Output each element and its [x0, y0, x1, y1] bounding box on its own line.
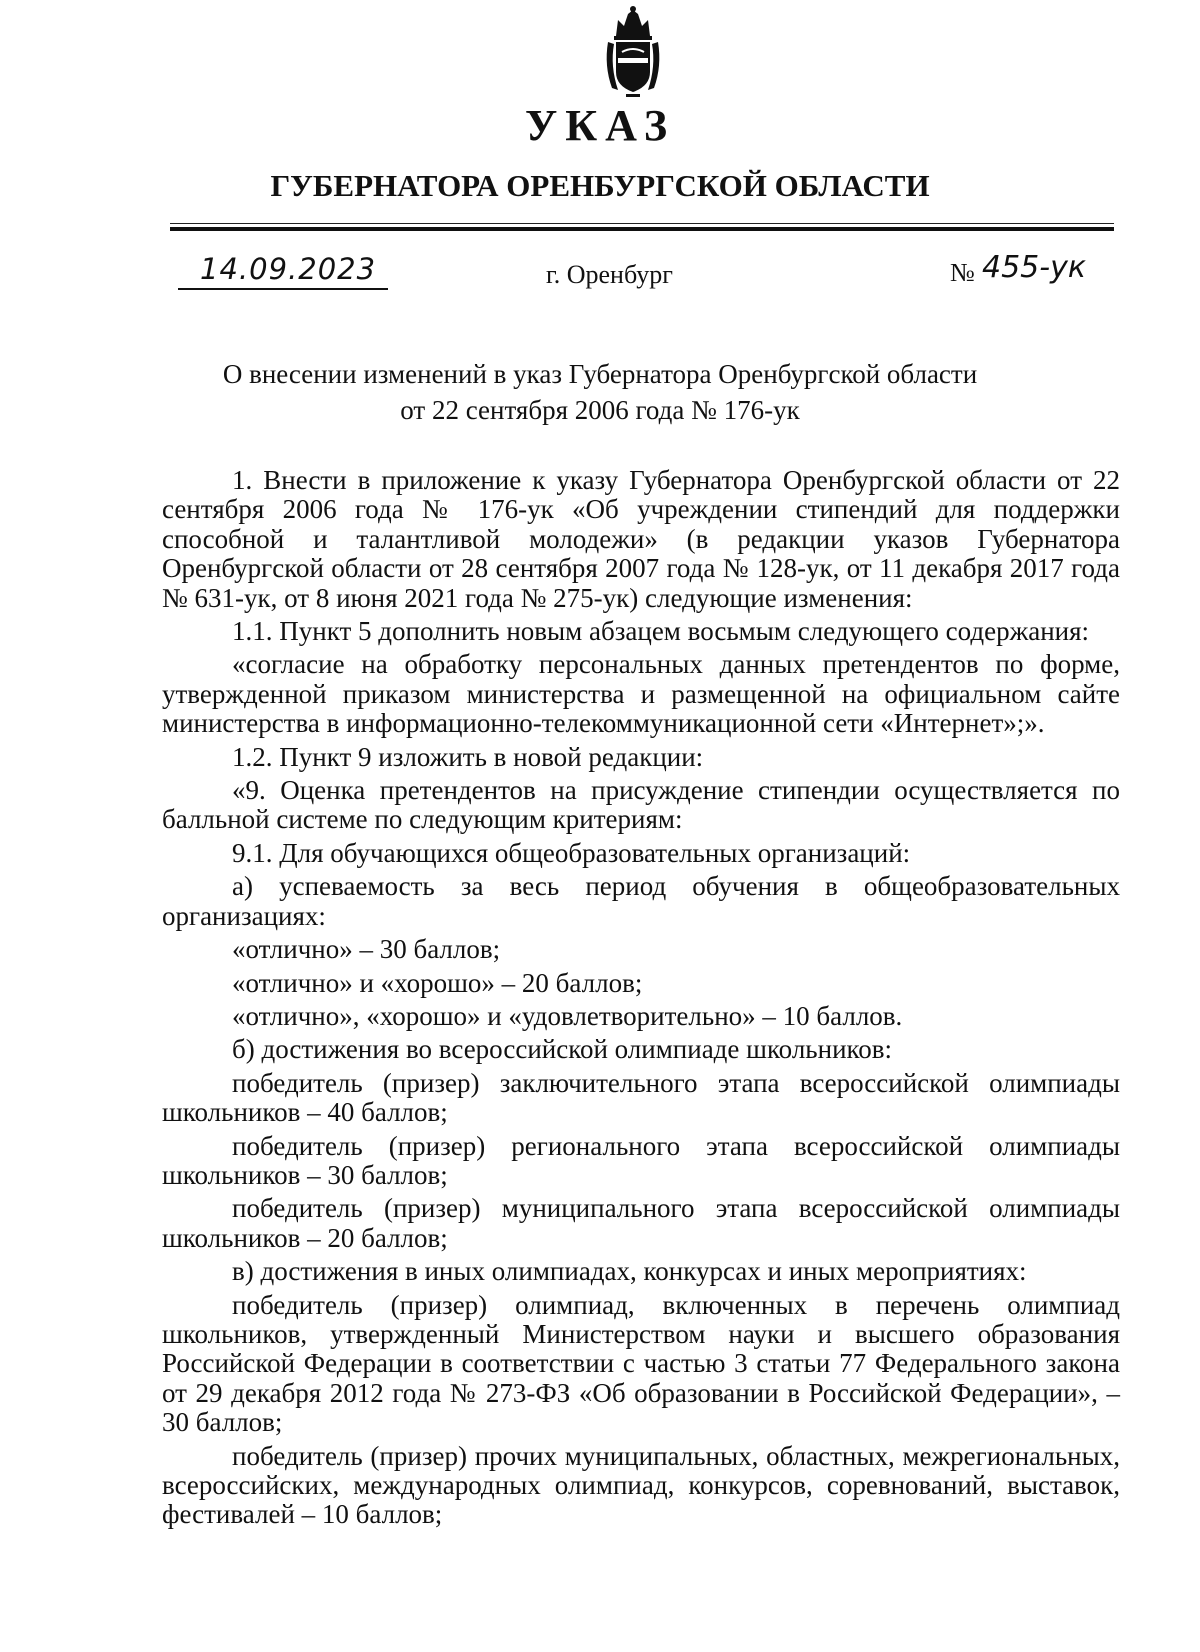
- header-divider-thin: [170, 223, 1114, 224]
- paragraph: 1. Внести в приложение к указу Губернатора Оренбургской области от 22 сентября 2006 года № 176-ук «Об учреждении стипендий для поддержки способной и талантливой молодежи» (в редакции указов Губернатора Оренбургской области от 28 сентября 2007 года № 128-ук, от 11 декабря 2017 года № 631-ук, от 8 июня 2021 года № 275-ук) следующие изменения:: [162, 465, 1120, 613]
- paragraph: «отлично» – 30 баллов;: [232, 934, 501, 965]
- paragraph: 1.2. Пункт 9 изложить в новой редакции:: [232, 741, 704, 772]
- paragraph: в) достижения в иных олимпиадах, конкурсах и иных мероприятиях:: [232, 1256, 1027, 1287]
- document-title: УКАЗ: [524, 101, 676, 150]
- document-city: г. Оренбург: [546, 260, 673, 289]
- paragraph: победитель (призер) прочих муниципальных, областных, межрегиональных, всероссийских, международных олимпиад, конкурсов, соревнований, выставок, фестивалей – 10 баллов;: [162, 1440, 1120, 1530]
- paragraph: победитель (призер) регионального этапа всероссийской олимпиады школьников – 30 баллов;: [162, 1130, 1120, 1190]
- paragraph: «отлично» и «хорошо» – 20 баллов;: [232, 967, 643, 998]
- document-date: 14.09.2023: [200, 252, 377, 286]
- paragraph: «9. Оценка претендентов на присуждение стипендии осуществляется по балльной системе по следующим критериям:: [162, 775, 1120, 835]
- document-number: 455-ук: [982, 250, 1086, 285]
- document-number-label: №: [950, 258, 975, 287]
- heading-line-2: от 22 сентября 2006 года № 176-ук: [400, 395, 800, 425]
- paragraph: победитель (призер) муниципального этапа всероссийской олимпиады школьников – 20 баллов;: [162, 1193, 1120, 1253]
- heading-line-1: О внесении изменений в указ Губернатора Оренбургской области: [222, 359, 978, 389]
- coat-of-arms-icon: [602, 6, 664, 98]
- paragraph: «отлично», «хорошо» и «удовлетворительно» – 10 баллов.: [232, 1000, 903, 1031]
- paragraph: «согласие на обработку персональных данных претендентов по форме, утвержденной приказом министерства и размещенной на официальном сайте министерства в информационно-телекоммуникационной сети «Интернет»;».: [162, 649, 1120, 739]
- paragraph: 1.1. Пункт 5 дополнить новым абзацем восьмым следующего содержания:: [232, 616, 1090, 647]
- header-divider-thick: [170, 227, 1114, 231]
- paragraph: победитель (призер) заключительного этапа всероссийской олимпиады школьников – 40 баллов;: [162, 1067, 1120, 1128]
- paragraph: 9.1. Для обучающихся общеобразовательных организаций:: [232, 837, 911, 868]
- paragraph: б) достижения во всероссийской олимпиаде школьников:: [232, 1034, 893, 1065]
- paragraph: а) успеваемость за весь период обучения в общеобразовательных организациях:: [162, 871, 1120, 931]
- document-heading: [0, 356, 1200, 428]
- document-body: [162, 466, 1120, 1534]
- document-subtitle: ГУБЕРНАТОРА ОРЕНБУРГСКОЙ ОБЛАСТИ: [270, 168, 930, 203]
- paragraph: победитель (призер) олимпиад, включенных в перечень олимпиад школьников, утвержденный Министерством науки и высшего образования Российской Федерации в соответствии с частью 3 статьи 77 Федерального закона от 29 декабря 2012 года № 273-ФЗ «Об образовании в Российской Федерации», – 30 баллов;: [162, 1289, 1120, 1438]
- date-underline: [178, 288, 388, 290]
